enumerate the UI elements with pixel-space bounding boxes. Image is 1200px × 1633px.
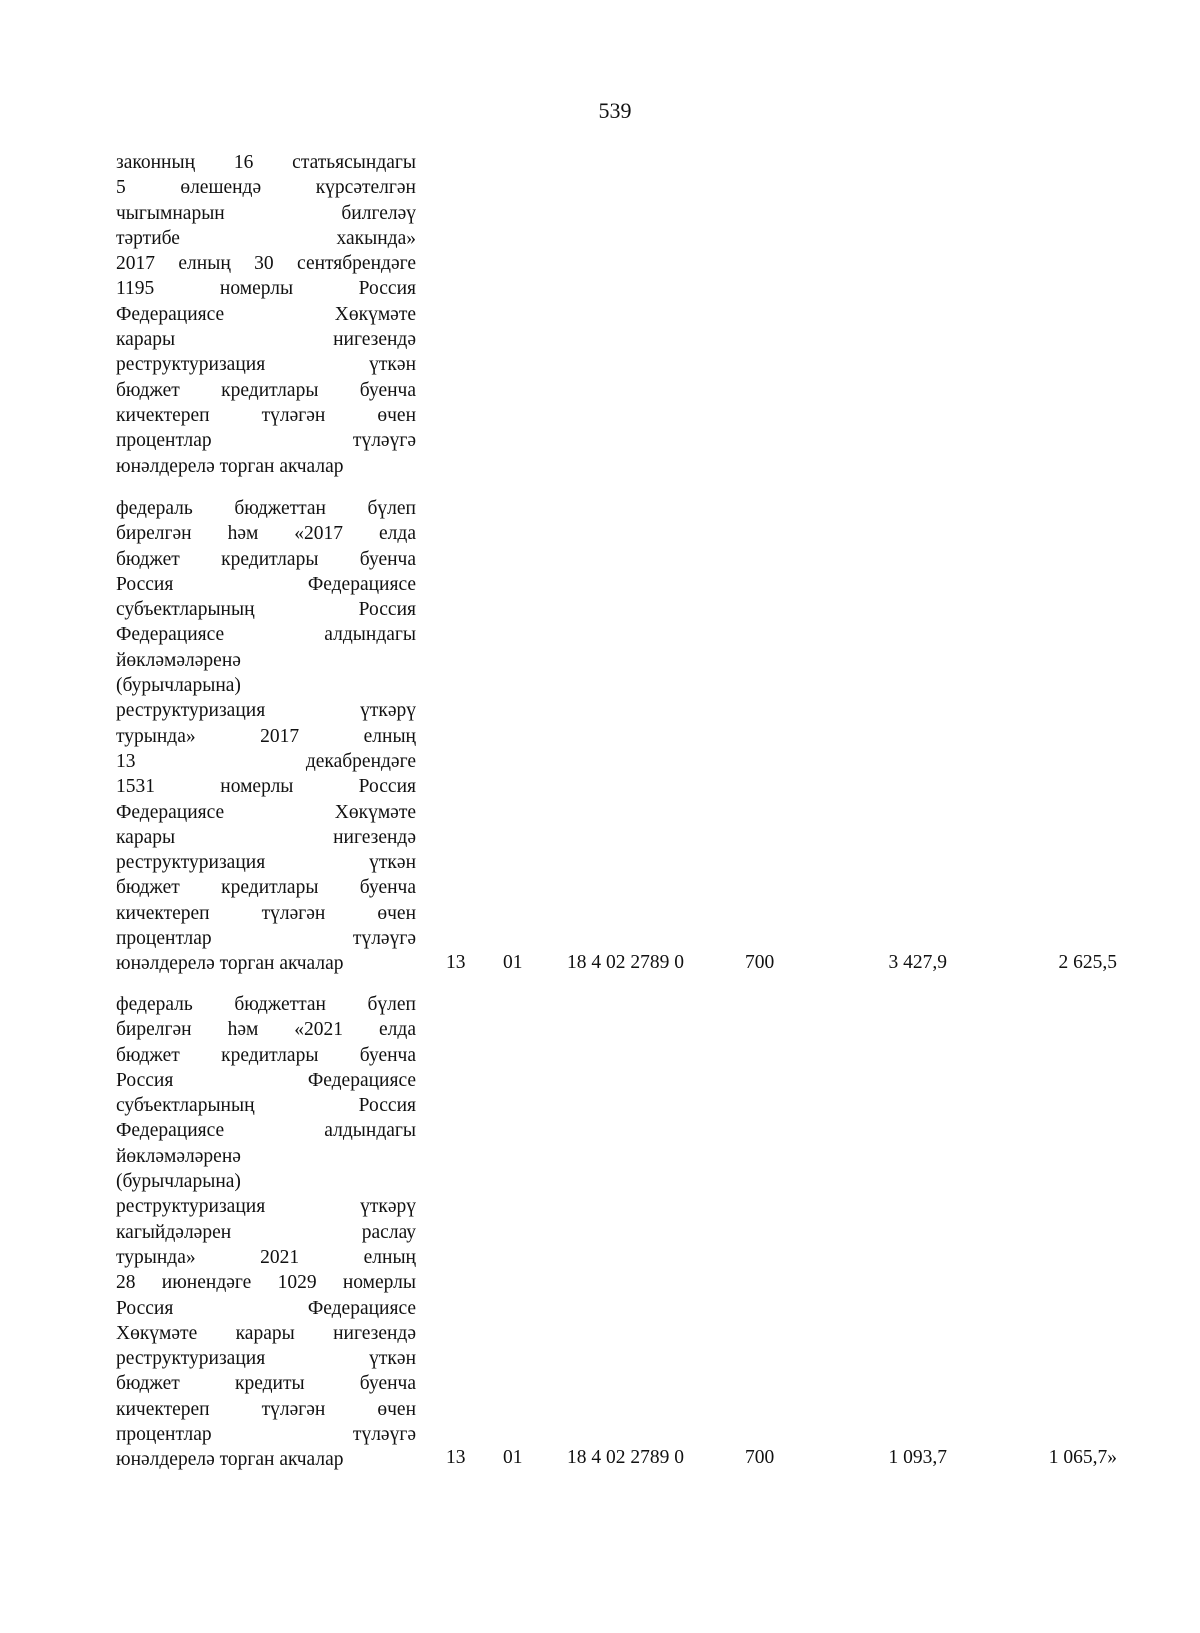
description-line: 1195 номерлы Россия xyxy=(116,278,416,300)
amount-value-2: 2 625,5 xyxy=(1058,952,1117,973)
description-line: юнәлдерелә торган акчалар xyxy=(116,1449,344,1471)
description-line: кичектереп түләгән өчен xyxy=(116,1398,416,1420)
description-line: федераль бюджеттан бүлеп xyxy=(116,498,416,519)
description-line: турында» 2017 елның xyxy=(116,725,416,747)
expense-type-code: 700 xyxy=(745,952,775,973)
description-line: реструктуризация үткән xyxy=(116,354,416,376)
description-line: Россия Федерациясе xyxy=(116,573,416,595)
description-line: 5 өлешендә күрсәтелгән xyxy=(116,177,416,199)
description-line: кагыйдәләрен раслау xyxy=(116,1221,416,1243)
description-line: йөкләмәләренә xyxy=(116,1145,241,1167)
description-line: Россия Федерациясе xyxy=(116,1297,416,1319)
description-line: турында» 2021 елның xyxy=(116,1246,416,1268)
description-line: процентлар түләүгә xyxy=(116,1424,416,1446)
description-line: реструктуризация үткәрү xyxy=(116,1196,416,1218)
description-line: бюджет кредитлары буенча xyxy=(116,548,416,570)
description-line: чыгымнарын билгеләү xyxy=(116,202,416,224)
description-line: процентлар түләүгә xyxy=(116,430,416,452)
amount-value-1: 3 427,9 xyxy=(888,952,947,973)
description-line: Россия Федерациясе xyxy=(116,1069,416,1091)
description-line: процентлар түләүгә xyxy=(116,928,416,950)
description-line: 28 июнендәге 1029 номерлы xyxy=(116,1272,416,1294)
description-line: субъектларының Россия xyxy=(116,1095,416,1117)
row-description xyxy=(116,150,416,479)
description-line: 1531 номерлы Россия xyxy=(116,776,416,798)
description-line: Федерациясе Хөкүмәте xyxy=(116,303,416,325)
row-description xyxy=(116,992,416,1473)
table-row xyxy=(0,1447,1200,1473)
target-article-code: 18 4 02 2789 0 xyxy=(567,952,684,973)
description-line: реструктуризация үткәрү xyxy=(116,700,416,722)
table-row xyxy=(0,952,1200,978)
section-code: 13 xyxy=(446,952,466,973)
target-article-code: 18 4 02 2789 0 xyxy=(567,1447,684,1468)
page-number: 539 xyxy=(598,98,632,123)
description-line: бирелгән һәм «2017 елда xyxy=(116,523,416,545)
description-line: бюджет кредитлары буенча xyxy=(116,1044,416,1066)
description-line: бюджет кредиты буенча xyxy=(116,1373,416,1395)
row-description xyxy=(116,496,416,977)
description-line: 2017 елның 30 сентябрендәге xyxy=(116,253,416,275)
amount-value-1: 1 093,7 xyxy=(888,1447,947,1468)
description-line: (бурычларына) xyxy=(116,675,241,697)
description-line: юнәлдерелә торган акчалар xyxy=(116,953,344,975)
subsection-code: 01 xyxy=(503,1447,523,1468)
description-line: тәртибе хакында» xyxy=(116,227,416,249)
description-line: реструктуризация үткән xyxy=(116,852,416,874)
description-line: юнәлдерелә торган акчалар xyxy=(116,455,344,477)
description-line: Федерациясе Хөкүмәте xyxy=(116,801,416,823)
description-line: бирелгән һәм «2021 елда xyxy=(116,1019,416,1041)
description-line: карары нигезендә xyxy=(116,826,416,848)
description-line: бюджет кредитлары буенча xyxy=(116,877,416,899)
description-line: Федерациясе алдындагы xyxy=(116,1120,416,1142)
description-line: Федерациясе алдындагы xyxy=(116,624,416,646)
expense-type-code: 700 xyxy=(745,1447,775,1468)
description-line: реструктуризация үткән xyxy=(116,1348,416,1370)
description-line: (бурычларына) xyxy=(116,1171,241,1193)
description-line: федераль бюджеттан бүлеп xyxy=(116,994,416,1015)
amount-value-2: 1 065,7» xyxy=(1048,1447,1117,1468)
description-line: субъектларының Россия xyxy=(116,599,416,621)
description-line: Хөкүмәте карары нигезендә xyxy=(116,1322,416,1344)
section-code: 13 xyxy=(446,1447,466,1468)
description-line: кичектереп түләгән өчен xyxy=(116,902,416,924)
description-line: 13 декабрендәге xyxy=(116,750,416,772)
subsection-code: 01 xyxy=(503,952,523,973)
description-line: кичектереп түләгән өчен xyxy=(116,404,416,426)
description-line: карары нигезендә xyxy=(116,329,416,351)
description-line: бюджет кредитлары буенча xyxy=(116,379,416,401)
description-line: законның 16 статьясындагы xyxy=(116,152,416,173)
description-line: йөкләмәләренә xyxy=(116,649,241,671)
